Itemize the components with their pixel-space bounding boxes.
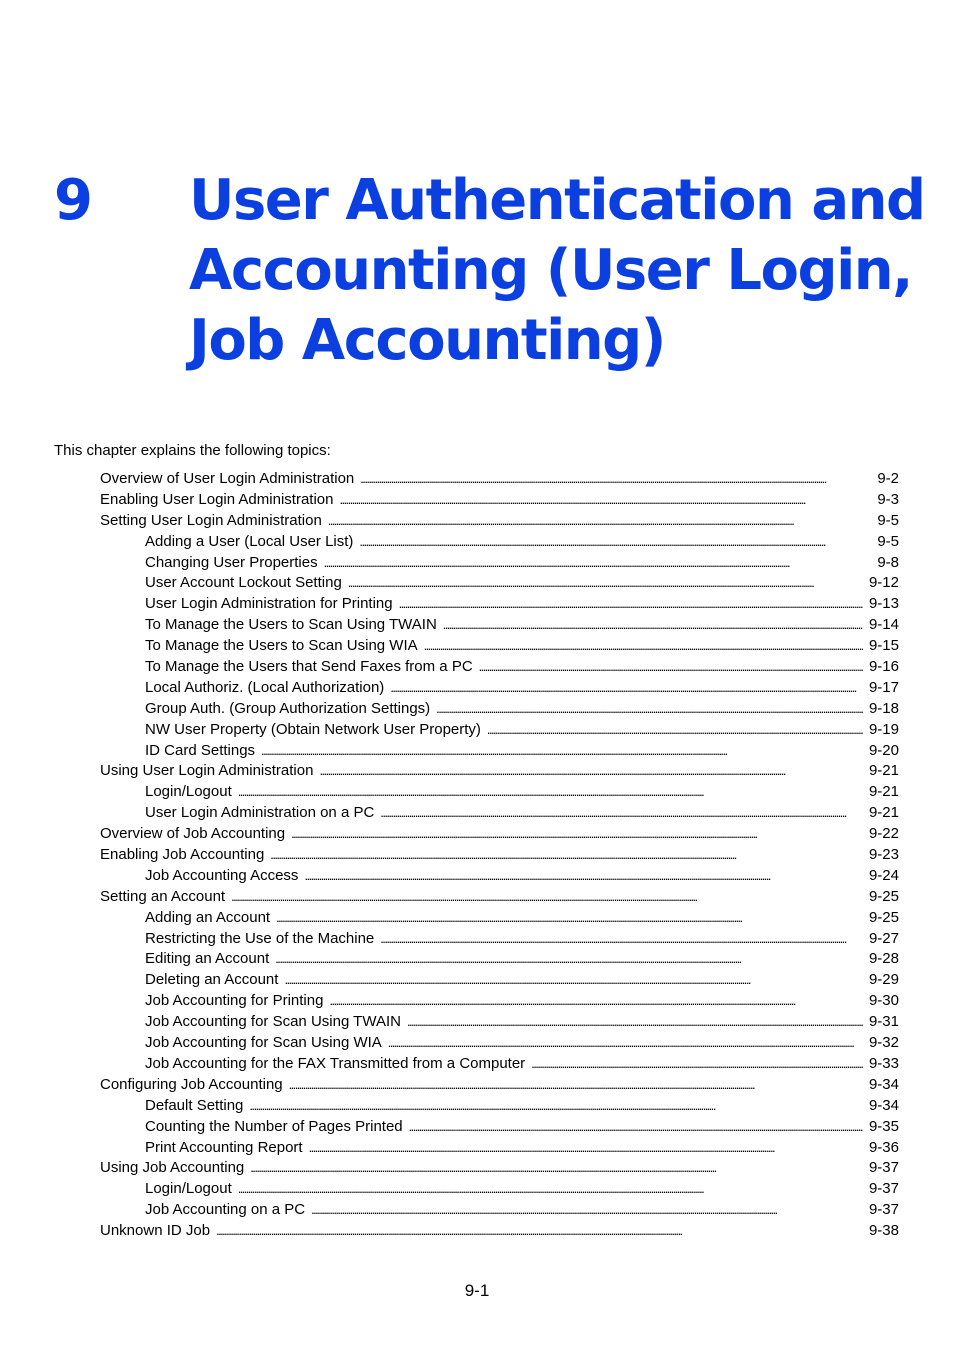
toc-entry-page: 9-28 <box>868 950 899 968</box>
toc-entry-page: 9-34 <box>868 1075 899 1093</box>
toc-dot-leader <box>284 970 863 991</box>
toc-dot-leader <box>238 782 863 803</box>
toc-entry-page: 9-22 <box>868 825 899 843</box>
chapter-title-line: Job Accounting) <box>189 308 665 373</box>
toc-entry-page: 9-30 <box>868 992 899 1010</box>
toc-entry[interactable] <box>0 1138 954 1159</box>
toc-entry-page: 9-14 <box>868 616 899 634</box>
toc-dot-leader <box>270 845 863 866</box>
toc-entry-label: Login/Logout <box>145 1180 232 1198</box>
toc-entry[interactable] <box>0 699 954 720</box>
toc-entry[interactable] <box>0 469 954 490</box>
toc-entry-page: 9-18 <box>868 699 899 717</box>
toc-entry-page: 9-5 <box>877 532 899 550</box>
toc-entry-page: 9-3 <box>877 490 899 508</box>
toc-entry[interactable] <box>0 929 954 950</box>
toc-entry[interactable] <box>0 1012 954 1033</box>
toc-entry[interactable] <box>0 845 954 866</box>
toc-entry-label: Configuring Job Accounting <box>100 1075 283 1093</box>
toc-dot-leader <box>276 908 863 929</box>
toc-entry[interactable] <box>0 1200 954 1221</box>
table-of-contents <box>0 469 954 1242</box>
toc-entry[interactable] <box>0 1096 954 1117</box>
toc-entry-label: Setting User Login Administration <box>100 511 322 529</box>
toc-entry-page: 9-5 <box>877 511 899 529</box>
toc-dot-leader <box>388 1033 863 1054</box>
intro-text: This chapter explains the following topics: <box>54 442 331 459</box>
toc-entry[interactable] <box>0 741 954 762</box>
toc-entry-page: 9-19 <box>868 720 899 738</box>
toc-dot-leader <box>359 532 871 553</box>
toc-entry[interactable] <box>0 1221 954 1242</box>
toc-entry[interactable] <box>0 1033 954 1054</box>
toc-entry-label: Default Setting <box>145 1096 244 1114</box>
toc-entry[interactable] <box>0 490 954 511</box>
toc-entry-page: 9-31 <box>868 1013 899 1031</box>
toc-dot-leader <box>380 929 863 950</box>
toc-entry-label: Setting an Account <box>100 887 226 905</box>
toc-entry-page: 9-37 <box>868 1201 899 1219</box>
toc-entry-label: Group Auth. (Group Authorization Settings) <box>145 699 431 717</box>
toc-dot-leader <box>409 1117 863 1138</box>
toc-entry[interactable] <box>0 1158 954 1179</box>
toc-dot-leader <box>231 887 863 908</box>
toc-dot-leader <box>348 573 863 594</box>
toc-entry-label: Using Job Accounting <box>100 1159 245 1177</box>
toc-entry[interactable] <box>0 824 954 845</box>
toc-entry[interactable] <box>0 1179 954 1200</box>
toc-entry-label: Local Authoriz. (Local Authorization) <box>145 678 385 696</box>
toc-entry-label: Job Accounting for the FAX Transmitted from a Computer <box>145 1054 526 1072</box>
toc-dot-leader <box>436 699 863 720</box>
toc-entry-label: Counting the Number of Pages Printed <box>145 1117 403 1135</box>
toc-entry[interactable] <box>0 615 954 636</box>
toc-dot-leader <box>399 594 863 615</box>
toc-dot-leader <box>291 824 863 845</box>
toc-entry[interactable] <box>0 866 954 887</box>
chapter-title-line: Accounting (User Login, <box>189 238 912 303</box>
toc-entry-label: Login/Logout <box>145 783 232 801</box>
toc-entry-page: 9-17 <box>868 678 899 696</box>
toc-entry[interactable] <box>0 553 954 574</box>
toc-entry[interactable] <box>0 1117 954 1138</box>
toc-entry-page: 9-33 <box>868 1054 899 1072</box>
toc-entry-label: Overview of User Login Administration <box>100 470 355 487</box>
toc-entry[interactable] <box>0 678 954 699</box>
toc-dot-leader <box>487 720 863 741</box>
chapter-title-line: User Authentication and <box>189 168 925 233</box>
toc-entry[interactable] <box>0 949 954 970</box>
toc-entry-label: Job Accounting for Scan Using WIA <box>145 1034 382 1052</box>
toc-entry[interactable] <box>0 573 954 594</box>
page-number: 9-1 <box>464 1281 490 1300</box>
chapter-number: 9 <box>54 168 92 233</box>
toc-dot-leader <box>329 991 863 1012</box>
toc-entry-page: 9-37 <box>868 1180 899 1198</box>
toc-entry-page: 9-27 <box>868 929 899 947</box>
toc-dot-leader <box>309 1138 863 1159</box>
toc-dot-leader <box>407 1012 863 1033</box>
toc-entry-page: 9-24 <box>868 866 899 884</box>
toc-entry[interactable] <box>0 782 954 803</box>
toc-entry-label: Editing an Account <box>145 950 270 968</box>
toc-entry-label: Print Accounting Report <box>145 1138 303 1156</box>
toc-entry-page: 9-13 <box>868 595 899 613</box>
toc-entry-label: Job Accounting for Scan Using TWAIN <box>145 1013 401 1031</box>
toc-dot-leader <box>311 1200 863 1221</box>
toc-entry[interactable] <box>0 720 954 741</box>
toc-entry-label: User Login Administration for Printing <box>145 595 393 613</box>
toc-entry-page: 9-37 <box>868 1159 899 1177</box>
toc-entry[interactable] <box>0 511 954 532</box>
toc-dot-leader <box>479 657 863 678</box>
toc-dot-leader <box>249 1096 863 1117</box>
toc-entry-label: Job Accounting Access <box>145 866 299 884</box>
toc-dot-leader <box>360 469 871 490</box>
toc-dot-leader <box>328 511 872 532</box>
toc-entry-page: 9-15 <box>868 637 899 655</box>
toc-entry-label: User Login Administration on a PC <box>145 804 375 822</box>
chapter-title <box>189 166 929 376</box>
toc-entry-label: To Manage the Users to Scan Using WIA <box>145 637 418 655</box>
toc-entry-page: 9-36 <box>868 1138 899 1156</box>
toc-entry[interactable] <box>0 991 954 1012</box>
toc-entry-page: 9-25 <box>868 908 899 926</box>
toc-entry-page: 9-20 <box>868 741 899 759</box>
toc-entry-label: Overview of Job Accounting <box>100 825 286 843</box>
toc-entry[interactable] <box>0 636 954 657</box>
toc-entry-label: Deleting an Account <box>145 971 279 989</box>
toc-entry-page: 9-35 <box>868 1117 899 1135</box>
toc-entry[interactable] <box>0 1054 954 1075</box>
toc-entry-label: To Manage the Users that Send Faxes from a PC <box>145 658 473 676</box>
toc-entry-page: 9-23 <box>868 846 899 864</box>
toc-entry[interactable] <box>0 1075 954 1096</box>
toc-dot-leader <box>319 761 863 782</box>
toc-entry-page: 9-8 <box>877 553 899 571</box>
toc-entry-page: 9-12 <box>868 574 899 592</box>
toc-dot-leader <box>390 678 863 699</box>
toc-entry-label: Enabling User Login Administration <box>100 490 334 508</box>
toc-dot-leader <box>304 866 863 887</box>
toc-entry-label: Restricting the Use of the Machine <box>145 929 375 947</box>
toc-dot-leader <box>380 803 863 824</box>
toc-entry[interactable] <box>0 761 954 782</box>
toc-entry[interactable] <box>0 594 954 615</box>
toc-entry-label: ID Card Settings <box>145 741 256 759</box>
toc-dot-leader <box>250 1158 863 1179</box>
toc-dot-leader <box>275 949 863 970</box>
toc-entry-page: 9-21 <box>868 804 899 822</box>
toc-entry-page: 9-21 <box>868 783 899 801</box>
toc-entry-label: Unknown ID Job <box>100 1222 211 1240</box>
toc-entry-page: 9-38 <box>868 1222 899 1240</box>
toc-entry-label: Adding an Account <box>145 908 271 926</box>
toc-entry-page: 9-21 <box>868 762 899 780</box>
toc-entry[interactable] <box>0 908 954 929</box>
toc-entry-label: Changing User Properties <box>145 553 318 571</box>
toc-entry-page: 9-34 <box>868 1096 899 1114</box>
toc-entry[interactable] <box>0 657 954 678</box>
toc-dot-leader <box>216 1221 863 1242</box>
toc-entry-label: Job Accounting on a PC <box>145 1201 306 1219</box>
toc-entry-page: 9-29 <box>868 971 899 989</box>
toc-entry[interactable] <box>0 803 954 824</box>
toc-entry-label: Adding a User (Local User List) <box>145 532 354 550</box>
toc-dot-leader <box>324 553 872 574</box>
toc-entry[interactable] <box>0 532 954 553</box>
toc-dot-leader <box>443 615 863 636</box>
toc-dot-leader <box>238 1179 863 1200</box>
toc-dot-leader <box>531 1054 863 1075</box>
toc-entry-label: User Account Lockout Setting <box>145 574 342 592</box>
toc-entry-page: 9-32 <box>868 1034 899 1052</box>
toc-entry-page: 9-16 <box>868 658 899 676</box>
toc-entry[interactable] <box>0 887 954 908</box>
toc-entry[interactable] <box>0 970 954 991</box>
toc-entry-label: To Manage the Users to Scan Using TWAIN <box>145 616 437 634</box>
toc-dot-leader <box>339 490 871 511</box>
toc-entry-page: 9-2 <box>877 470 899 487</box>
toc-entry-page: 9-25 <box>868 887 899 905</box>
toc-dot-leader <box>289 1075 863 1096</box>
toc-entry-label: Using User Login Administration <box>100 762 314 780</box>
toc-entry-label: Enabling Job Accounting <box>100 846 265 864</box>
toc-dot-leader <box>261 741 863 762</box>
toc-entry-label: Job Accounting for Printing <box>145 992 324 1010</box>
toc-entry-label: NW User Property (Obtain Network User Property) <box>145 720 481 738</box>
toc-dot-leader <box>424 636 863 657</box>
